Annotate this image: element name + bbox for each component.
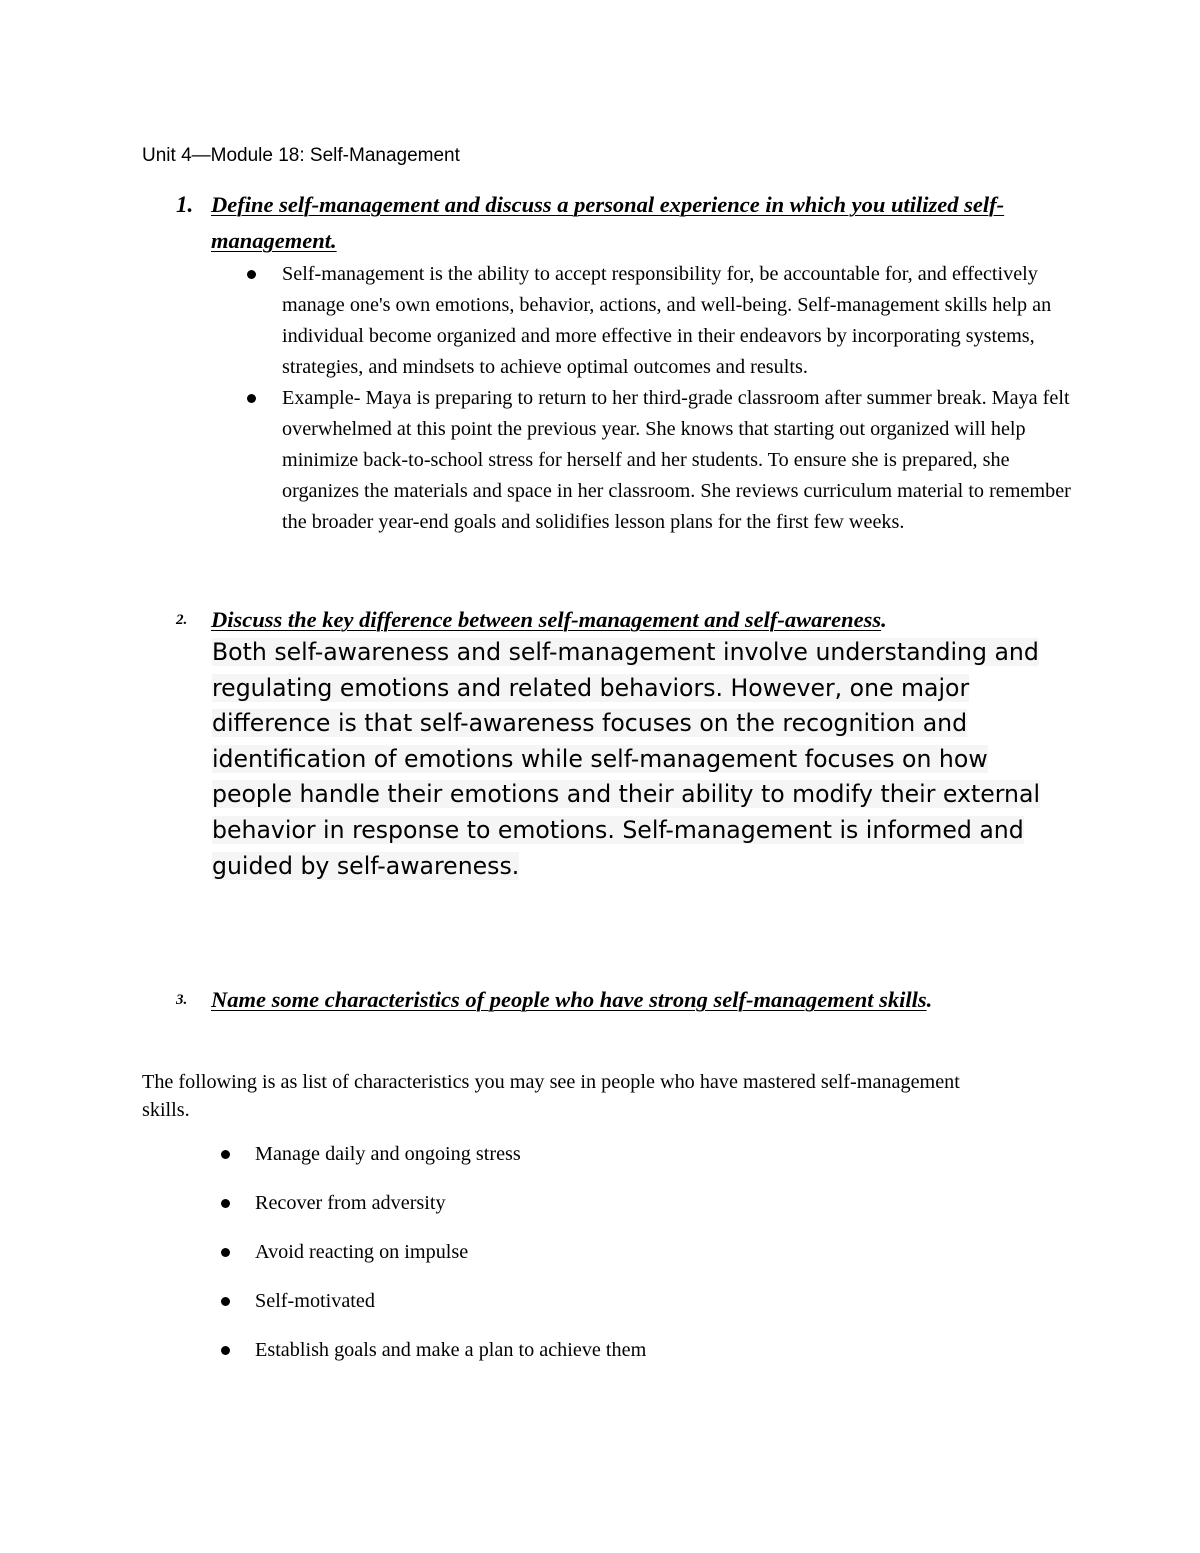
question-1-number: 1. [176,192,194,217]
question-2-prompt-text: Discuss the key difference between self-management and self-awareness [211,607,882,632]
question-1-answer-list [282,259,1072,538]
characteristic-text: Manage daily and ongoing stress [255,1143,521,1165]
bullet-icon [221,1297,230,1306]
question-2-answer [212,635,1072,884]
list-item [282,383,1072,538]
bullet-icon [221,1346,230,1355]
list-item [255,1334,1055,1366]
list-item [255,1285,1055,1317]
question-1-prompt-text: Define self-management and discuss a personal experience in which you utilized self-management. [211,192,1005,253]
bullet-icon [221,1150,230,1159]
question-1-example: Example- Maya is preparing to return to her third-grade classroom after summer break. Maya felt overwhelmed at this point the previous year. She knows that starting out organized will help minimize back-to-school stress for herself and her students. To ensure she is prepared, she organizes the materials and space in her classroom. She reviews curriculum material to remember the broader year-end goals and solidifies lesson plans for the first few weeks. [282,387,1071,533]
question-2-prompt-period: . [881,607,887,632]
bullet-icon [247,394,256,403]
question-3-prompt-period: . [926,987,933,1012]
characteristics-list [255,1138,1055,1383]
bullet-icon [221,1248,230,1257]
document-title: Unit 4—Module 18: Self-Management [142,145,460,166]
characteristic-text: Self-motivated [255,1290,375,1312]
characteristic-text: Avoid reacting on impulse [255,1241,469,1263]
question-3-number: 3. [176,992,188,1008]
question-1-definition: Self-management is the ability to accept responsibility for, be accountable for, and effectively manage one's own emotions, behavior, actions, and well-being. Self-management skills help an individual become organized and more effective in their endeavors by incorporating systems, strategies, and mindsets to achieve optimal outcomes and results. [282,263,1052,378]
question-2-prompt [211,602,1091,638]
characteristic-text: Establish goals and make a plan to achieve them [255,1339,647,1361]
question-2-answer-text: Both self-awareness and self-management involve understanding and regulating emotions and related behaviors. However, one major difference is that self-awareness focuses on the recognition and identification of emotions while self-management focuses on how people handle their emotions and their ability to modify their external behavior in response to emotions. Self-management is informed and guided by self-awareness. [212,638,1041,880]
list-item [255,1236,1055,1268]
question-3-prompt-text: Name some characteristics of people who have strong self-management skills [211,987,927,1012]
bullet-icon [221,1199,230,1208]
question-2-number: 2. [176,612,188,628]
bullet-icon [247,270,256,279]
list-item [255,1187,1055,1219]
question-3-intro: The following is as list of characteristics you may see in people who have mastered self-management skills. [142,1071,960,1121]
list-item [282,259,1072,383]
question-1-prompt [211,187,1091,259]
question-3-prompt [211,982,1041,1018]
list-item [255,1138,1055,1170]
characteristic-text: Recover from adversity [255,1192,446,1214]
